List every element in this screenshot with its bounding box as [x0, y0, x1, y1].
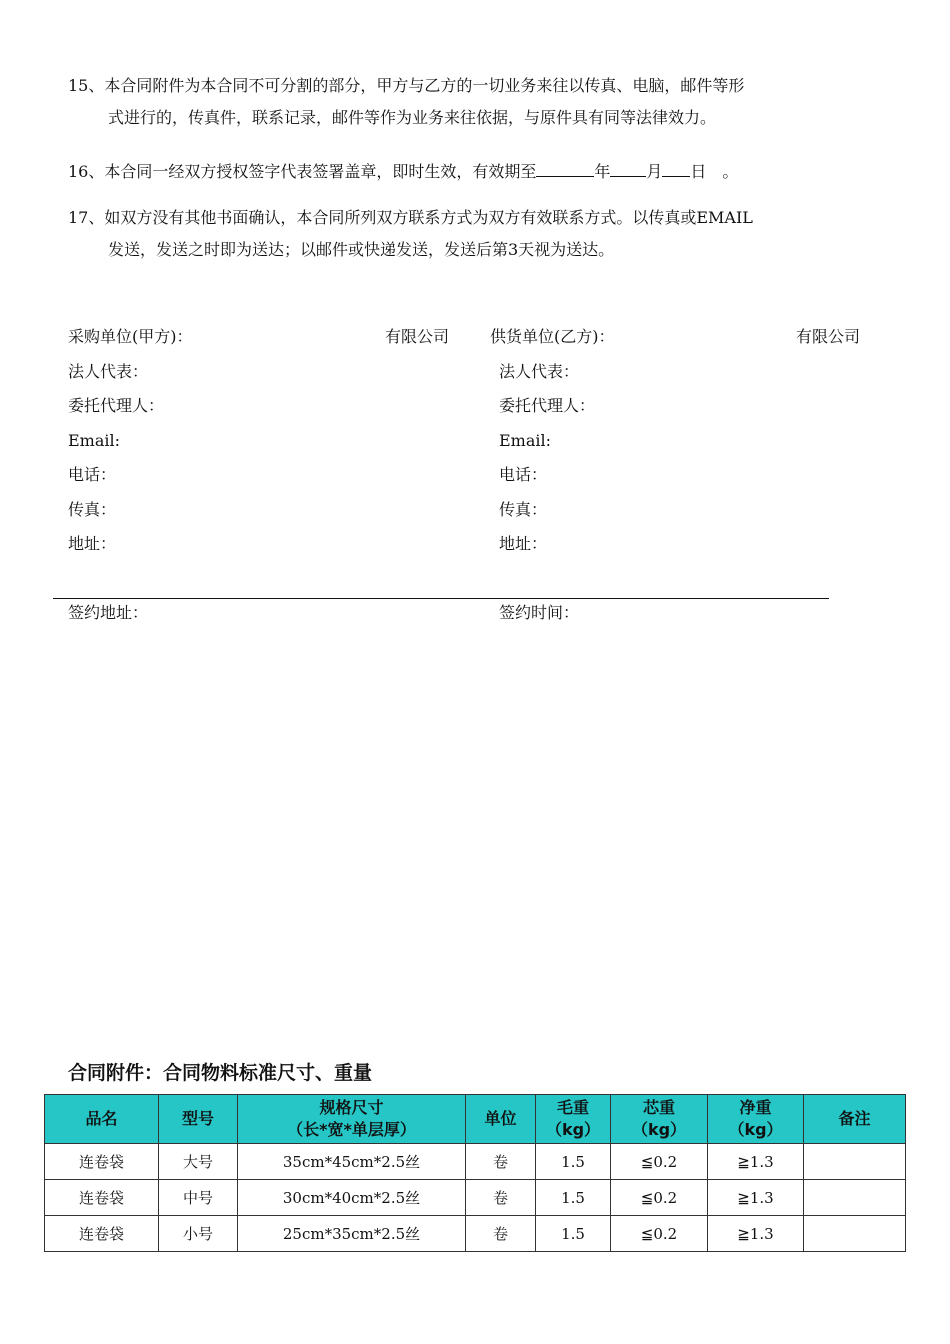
party-a-agent: 委托代理人：: [68, 396, 165, 415]
cell-core-weight: ≦0.2: [611, 1180, 708, 1216]
day-blank[interactable]: [662, 158, 690, 177]
clause-15-line2: 式进行的，传真件，联系记录，邮件等作为业务来往依据，与原件具有同等法律效力。: [108, 108, 717, 127]
cell-net-weight: ≧1.3: [708, 1180, 804, 1216]
party-b-unit-label: 供货单位(乙方)：: [490, 327, 615, 346]
day-label: 日: [690, 162, 707, 181]
table-row: [45, 1144, 906, 1180]
cell-remarks: [804, 1144, 906, 1180]
signature-divider: [53, 598, 829, 599]
clause-17: [68, 202, 898, 266]
cell-spec: 30cm*40cm*2.5丝: [238, 1180, 466, 1216]
header-spec: 规格尺寸 （长*宽*单层厚）: [238, 1095, 466, 1144]
clause-17-line1: 17、如双方没有其他书面确认，本合同所列双方联系方式为双方有效联系方式。以传真或EMAIL: [68, 208, 753, 227]
cell-remarks: [804, 1180, 906, 1216]
cell-spec: 35cm*45cm*2.5丝: [238, 1144, 466, 1180]
cell-spec: 25cm*35cm*2.5丝: [238, 1216, 466, 1252]
clause-16: [68, 156, 898, 188]
party-a-unit-label: 采购单位(甲方)：: [68, 327, 193, 346]
cell-unit: 卷: [466, 1180, 536, 1216]
header-gross-weight: 毛重 （kg）: [536, 1095, 611, 1144]
cell-core-weight: ≦0.2: [611, 1144, 708, 1180]
table-row: [45, 1216, 906, 1252]
signing-place: 签约地址：: [68, 603, 149, 622]
cell-unit: 卷: [466, 1144, 536, 1180]
header-name: 品名: [45, 1095, 159, 1144]
cell-name: 连卷袋: [45, 1216, 159, 1252]
header-core-weight: 芯重 （kg）: [611, 1095, 708, 1144]
header-unit: 单位: [466, 1095, 536, 1144]
cell-gross-weight: 1.5: [536, 1144, 611, 1180]
table-row: [45, 1180, 906, 1216]
annex-spec-table: [44, 1094, 906, 1252]
party-a-email: Email:: [68, 431, 121, 450]
cell-model: 大号: [159, 1144, 238, 1180]
party-b-address: 地址：: [499, 534, 548, 553]
party-b-phone: 电话：: [499, 465, 548, 484]
clause-16-text: 16、本合同一经双方授权签字代表签署盖章，即时生效，有效期至: [68, 162, 537, 181]
party-b-email: Email:: [499, 431, 552, 450]
party-b-agent: 委托代理人：: [499, 396, 596, 415]
annex-title: 合同附件：合同物料标准尺寸、重量: [68, 1062, 373, 1084]
cell-gross-weight: 1.5: [536, 1216, 611, 1252]
party-a-company-suffix: 有限公司: [385, 327, 450, 346]
cell-model: 小号: [159, 1216, 238, 1252]
cell-gross-weight: 1.5: [536, 1180, 611, 1216]
party-b-legal-rep: 法人代表：: [499, 362, 580, 381]
header-net-weight: 净重 （kg）: [708, 1095, 804, 1144]
clause-17-line2: 发送，发送之时即为送达；以邮件或快递发送，发送后第3天视为送达。: [108, 240, 615, 259]
cell-model: 中号: [159, 1180, 238, 1216]
month-blank[interactable]: [610, 158, 646, 177]
table-header-row: [45, 1095, 906, 1144]
cell-net-weight: ≧1.3: [708, 1144, 804, 1180]
cell-core-weight: ≦0.2: [611, 1216, 708, 1252]
party-b-company-suffix: 有限公司: [796, 327, 861, 346]
cell-unit: 卷: [466, 1216, 536, 1252]
cell-net-weight: ≧1.3: [708, 1216, 804, 1252]
cell-name: 连卷袋: [45, 1144, 159, 1180]
cell-remarks: [804, 1216, 906, 1252]
party-a-legal-rep: 法人代表：: [68, 362, 149, 381]
year-blank[interactable]: [536, 158, 594, 177]
party-b-fax: 传真：: [499, 500, 548, 519]
header-remarks: 备注: [804, 1095, 906, 1144]
clause-15: [68, 70, 898, 134]
clause-15-line1: 15、本合同附件为本合同不可分割的部分，甲方与乙方的一切业务来往以传真、电脑，邮件等形: [68, 76, 745, 95]
signing-time: 签约时间：: [499, 603, 580, 622]
header-model: 型号: [159, 1095, 238, 1144]
month-label: 月: [646, 162, 663, 181]
cell-name: 连卷袋: [45, 1180, 159, 1216]
party-a-phone: 电话：: [68, 465, 117, 484]
party-a-fax: 传真：: [68, 500, 117, 519]
clause-16-end: 。: [722, 162, 739, 181]
year-label: 年: [594, 162, 611, 181]
party-a-address: 地址：: [68, 534, 117, 553]
